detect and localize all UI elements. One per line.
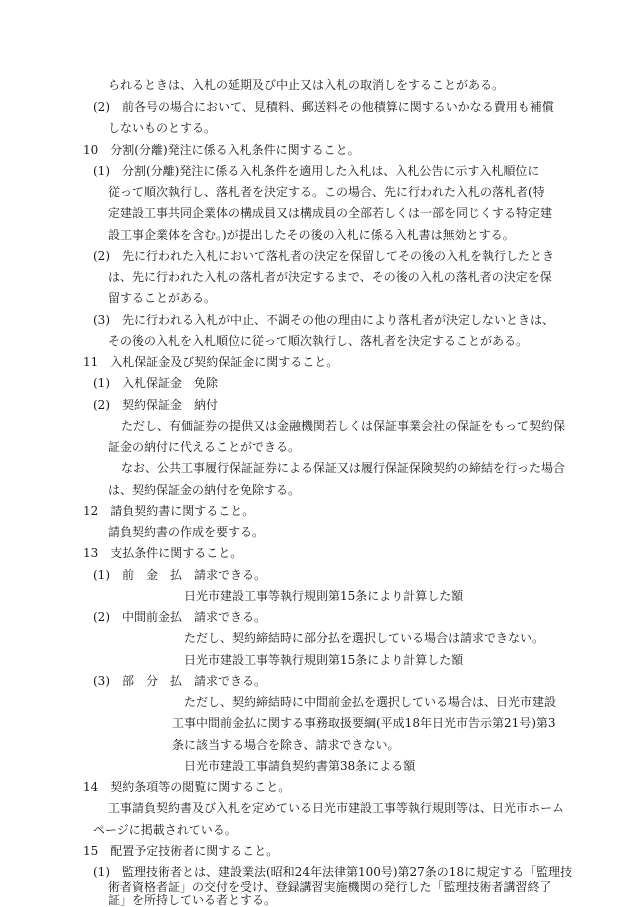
text-line: 工事請負契約書及び入札を定めている日光市建設工事等執行規則等は、日光市ホーム — [108, 801, 565, 815]
text-line: ページに掲載されている。 — [93, 823, 237, 837]
text-line: 設工事企業体を含む。)が提出したその後の入札に係る入札書は無効とする。 — [108, 228, 515, 242]
text-line: (2) 中間前金払 請求できる。 — [93, 610, 266, 624]
text-line: 留することがある。 — [108, 291, 217, 305]
text-line: 証」を所持している者とする。 — [108, 893, 277, 907]
text-line: (1) 入札保証金 免除 — [93, 376, 218, 390]
text-line: 日光市建設工事等執行規則第15条により計算した額 — [184, 589, 464, 603]
text-line: ただし、有価証券の提供又は金融機関若しくは保証事業会社の保証をもって契約保 — [121, 419, 566, 433]
text-line: (2) 先に行われた入札において落札者の決定を保留してその後の入札を執行したとき — [93, 249, 555, 263]
text-line: (2) 契約保証金 納付 — [93, 398, 218, 412]
text-line: 証金の納付に代えることができる。 — [108, 440, 301, 454]
text-line: 請負契約書の作成を要する。 — [108, 525, 265, 539]
section-heading: 12 請負契約書に関すること。 — [83, 504, 255, 518]
text-line: 定建設工事共同企業体の構成員又は構成員の全部若しくは一部を同じくする特定建 — [108, 206, 553, 220]
text-line: 日光市建設工事等執行規則第15条により計算した額 — [184, 653, 464, 667]
text-line: ただし、契約締結時に中間前金払を選択している場合は、日光市建設 — [184, 695, 557, 709]
text-line: ただし、契約締結時に部分払を選択している場合は請求できない。 — [184, 631, 545, 645]
text-line: (2) 前各号の場合において、見積料、郵送料その他積算に関するいかなる費用も補償 — [93, 100, 554, 114]
section-heading: 15 配置予定技術者に関すること。 — [83, 844, 279, 858]
section-heading: 11 入札保証金及び契約保証金に関すること。 — [83, 355, 339, 369]
text-line: 条に該当する場合を除き、請求できない。 — [172, 738, 400, 752]
section-heading: 10 分割(分離)発注に係る入札条件に関すること。 — [83, 143, 360, 157]
text-line: 工事中間前金払に関する事務取扱要綱(平成18年日光市告示第21号)第3 — [172, 716, 556, 730]
text-line: (1) 分割(分離)発注に係る入札条件を適用した入札は、入札公告に示す入札順位に — [93, 164, 540, 178]
text-line: 日光市建設工事請負契約書第38条による額 — [184, 759, 416, 773]
text-line: しないものとする。 — [108, 121, 217, 135]
text-line: 従って順次執行し、落札者を決定する。この場合、先に行われた入札の落札者(特 — [108, 185, 545, 199]
section-heading: 14 契約条項等の閲覧に関すること。 — [83, 780, 291, 794]
text-line: なお、公共工事履行保証証券による保証又は履行保証保険契約の締結を行った場合 — [121, 461, 566, 475]
text-line: 術者資格者証」の交付を受け、登録講習実施機関の発行した「監理技術者講習終了 — [108, 880, 552, 894]
text-line: られるときは、入札の延期及び中止又は入札の取消しをすることがある。 — [108, 78, 505, 92]
text-line: (1) 前 金 払 請求できる。 — [93, 568, 266, 582]
text-line: は、先に行われた入札の落札者が決定するまで、その後の入札の落札者の決定を保 — [108, 270, 552, 284]
text-line: は、契約保証金の納付を免除する。 — [108, 483, 301, 497]
text-line: (1) 監理技術者とは、建設業法(昭和24年法律第100号)第27条の18に規定する「監理技 — [93, 865, 573, 879]
text-line: (3) 先に行われる入札が中止、不調その他の理由により落札者が決定しないときは、 — [93, 313, 555, 327]
text-line: その後の入札を入札順位に従って順次執行し、落札者を決定することがある。 — [108, 334, 529, 348]
text-line: (3) 部 分 払 請求できる。 — [93, 674, 266, 688]
section-heading: 13 支払条件に関すること。 — [83, 546, 243, 560]
